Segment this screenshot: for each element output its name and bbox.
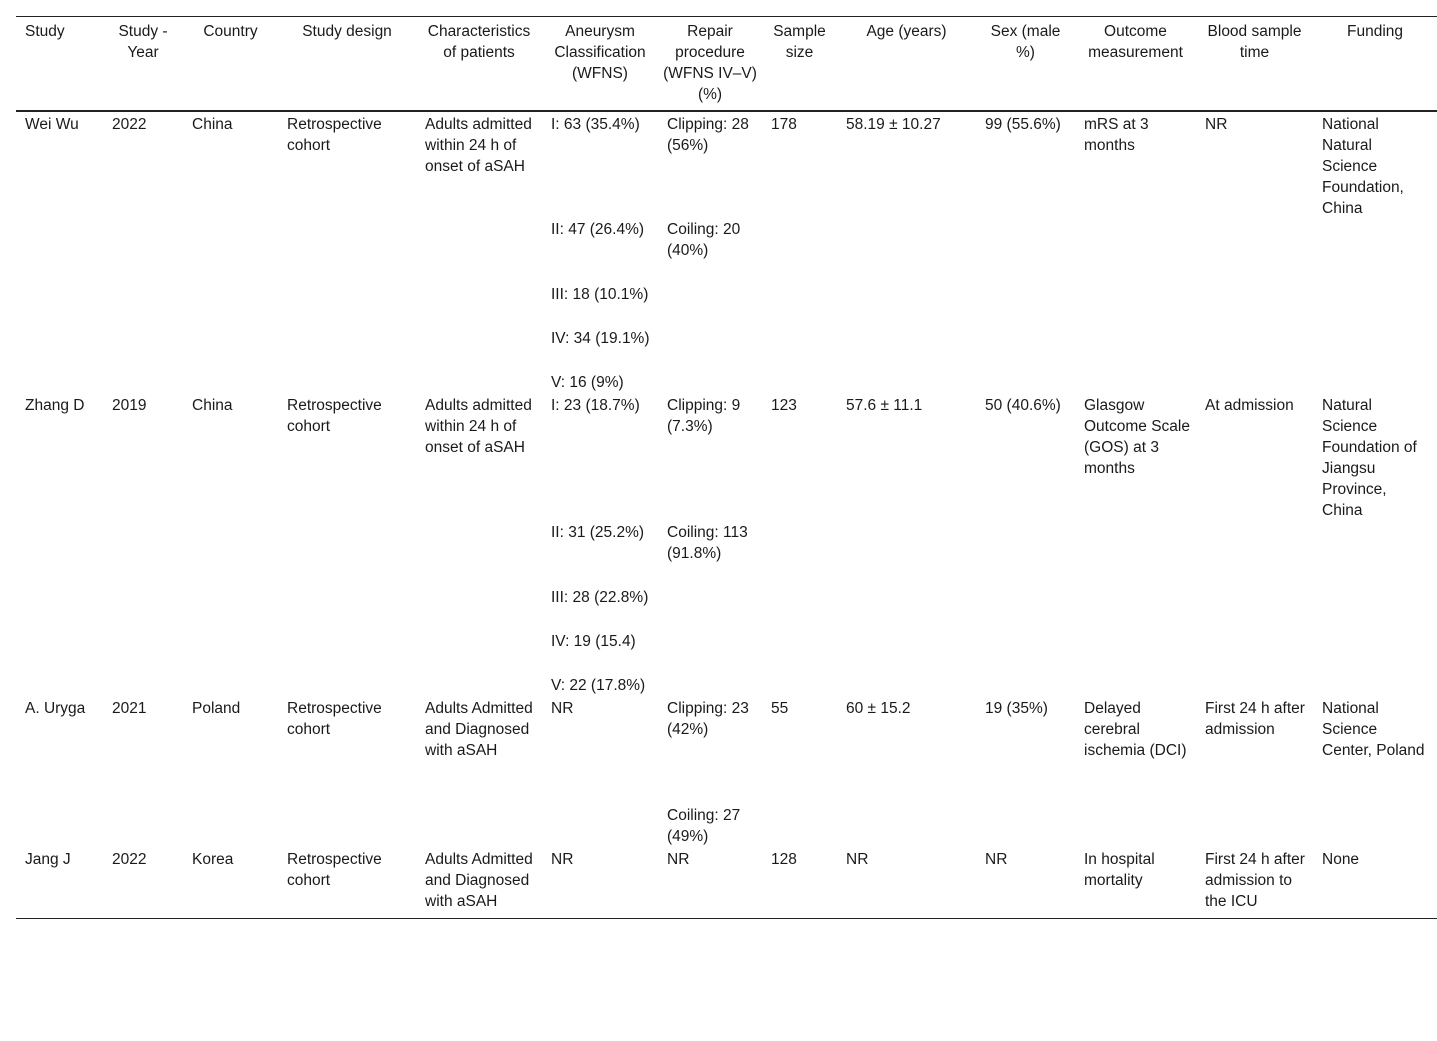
- header-blood-sample: Blood sample time: [1196, 17, 1313, 112]
- repair-method: Coiling: 20 (40%): [667, 221, 741, 259]
- cell-country: China: [192, 116, 233, 133]
- cell-country: Poland: [192, 700, 241, 717]
- wfns-grade: NR: [551, 851, 574, 868]
- cell-design: Retrospective cohort: [287, 116, 382, 154]
- cell-repair: [658, 696, 762, 847]
- cell-study: Jang J: [16, 847, 103, 919]
- table-row: [16, 696, 1437, 847]
- header-country: Country: [183, 17, 278, 112]
- wfns-grade: IV: 34 (19.1%): [551, 330, 650, 347]
- header-age: Age (years): [837, 17, 976, 112]
- header-characteristics: Characteristics of patients: [416, 17, 542, 112]
- cell-age: 58.19 ± 10.27: [846, 116, 941, 133]
- cell-design: Retrospective cohort: [278, 847, 416, 919]
- cell-repair: [658, 111, 762, 393]
- cell-age: NR: [837, 847, 976, 919]
- cell-age: 57.6 ± 11.1: [846, 397, 923, 414]
- cell-sex: 19 (35%): [985, 700, 1048, 717]
- header-sex: Sex (male %): [976, 17, 1075, 112]
- cell-design: Retrospective cohort: [287, 700, 382, 738]
- cell-sex: 99 (55.6%): [985, 116, 1061, 133]
- table-row: [16, 393, 1437, 696]
- wfns-grade: II: 47 (26.4%): [551, 221, 645, 238]
- header-repair: Repair procedure (WFNS IV–V) (%): [658, 17, 762, 112]
- cell-blood-sample: NR: [1205, 116, 1228, 133]
- wfns-grade: NR: [551, 700, 574, 717]
- cell-characteristics: Adults admitted within 24 h of onset of aSAH: [425, 116, 532, 175]
- cell-study: Wei Wu: [25, 116, 79, 133]
- cell-study: A. Uryga: [25, 700, 86, 717]
- table-row: [16, 847, 1437, 919]
- wfns-grade: IV: 19 (15.4): [551, 633, 636, 650]
- header-outcome: Outcome measurement: [1075, 17, 1196, 112]
- table-row: [16, 111, 1437, 393]
- repair-method: NR: [667, 851, 690, 868]
- header-design: Study design: [278, 17, 416, 112]
- cell-sex: 50 (40.6%): [985, 397, 1061, 414]
- cell-sample-size: 178: [771, 116, 797, 133]
- cell-outcome: In hospital mortality: [1075, 847, 1196, 919]
- cell-wfns: [542, 847, 658, 919]
- wfns-grade: V: 16 (9%): [551, 374, 624, 391]
- cell-country: China: [192, 397, 233, 414]
- header-year: Study - Year: [103, 17, 183, 112]
- cell-sample-size: 128: [762, 847, 837, 919]
- wfns-grade: II: 31 (25.2%): [551, 524, 645, 541]
- repair-method: Clipping: 23 (42%): [667, 700, 749, 738]
- cell-wfns: [542, 393, 658, 696]
- cell-blood-sample: First 24 h after admission to the ICU: [1196, 847, 1313, 919]
- cell-year: 2022: [103, 847, 183, 919]
- cell-outcome: mRS at 3 months: [1084, 116, 1149, 154]
- cell-blood-sample: First 24 h after admission: [1205, 700, 1305, 738]
- cell-outcome: Glasgow Outcome Scale (GOS) at 3 months: [1084, 397, 1190, 477]
- cell-characteristics: Adults Admitted and Diagnosed with aSAH: [425, 700, 533, 759]
- header-funding: Funding: [1313, 17, 1437, 112]
- table-header-row: [16, 17, 1437, 112]
- cell-year: 2021: [112, 700, 147, 717]
- cell-country: Korea: [183, 847, 278, 919]
- header-wfns: Aneurysm Classification (WFNS): [542, 17, 658, 112]
- repair-method: Clipping: 28 (56%): [667, 116, 749, 154]
- cell-study: Zhang D: [25, 397, 85, 414]
- cell-sample-size: 55: [771, 700, 789, 717]
- wfns-grade: III: 18 (10.1%): [551, 286, 649, 303]
- cell-sex: NR: [976, 847, 1075, 919]
- wfns-grade: I: 63 (35.4%): [551, 116, 640, 133]
- header-sample-size: Sample size: [762, 17, 837, 112]
- cell-funding: National Natural Science Foundation, China: [1322, 116, 1404, 217]
- cell-year: 2019: [112, 397, 147, 414]
- repair-method: Clipping: 9 (7.3%): [667, 397, 741, 435]
- repair-method: Coiling: 113 (91.8%): [667, 524, 748, 562]
- wfns-grade: III: 28 (22.8%): [551, 589, 649, 606]
- study-characteristics-table: [16, 16, 1437, 919]
- cell-wfns: [542, 696, 658, 847]
- cell-characteristics: Adults Admitted and Diagnosed with aSAH: [416, 847, 542, 919]
- wfns-grade: I: 23 (18.7%): [551, 397, 640, 414]
- cell-funding: None: [1313, 847, 1437, 919]
- header-study: Study: [16, 17, 103, 112]
- cell-sample-size: 123: [771, 397, 797, 414]
- cell-funding: Natural Science Foundation of Jiangsu Province, China: [1322, 397, 1417, 519]
- cell-age: 60 ± 15.2: [846, 700, 911, 717]
- cell-wfns: [542, 111, 658, 393]
- study-table-container: [16, 16, 1437, 919]
- cell-year: 2022: [112, 116, 147, 133]
- cell-funding: National Science Center, Poland: [1322, 700, 1425, 759]
- cell-repair: [658, 847, 762, 919]
- repair-method: Coiling: 27 (49%): [667, 807, 741, 845]
- wfns-grade: V: 22 (17.8%): [551, 677, 646, 694]
- cell-characteristics: Adults admitted within 24 h of onset of aSAH: [425, 397, 532, 456]
- cell-blood-sample: At admission: [1205, 397, 1294, 414]
- cell-outcome: Delayed cerebral ischemia (DCI): [1084, 700, 1187, 759]
- cell-design: Retrospective cohort: [287, 397, 382, 435]
- cell-repair: [658, 393, 762, 696]
